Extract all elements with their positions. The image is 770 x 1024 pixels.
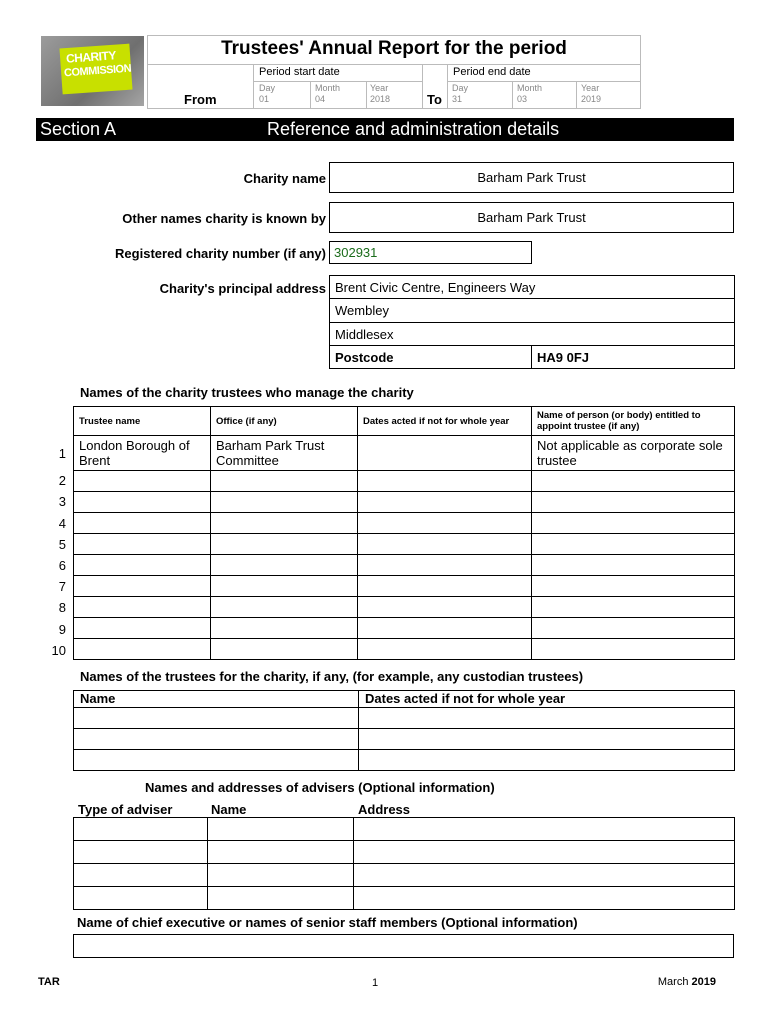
table-cell[interactable] (358, 492, 532, 513)
table-cell[interactable] (358, 555, 532, 576)
table-cell[interactable] (74, 729, 359, 750)
table-cell[interactable] (74, 471, 211, 492)
table-cell[interactable] (358, 576, 532, 597)
address-line-1[interactable]: Brent Civic Centre, Engineers Way (330, 276, 735, 299)
footer-date (640, 976, 716, 988)
postcode-label: Postcode (330, 346, 532, 369)
table-cell[interactable] (359, 708, 735, 729)
footer-month: March (657, 976, 689, 988)
row-number: 9 (58, 622, 66, 637)
table-cell[interactable] (358, 534, 532, 555)
row-number: 10 (51, 643, 66, 658)
section-label: Section A (40, 119, 117, 139)
table-cell[interactable] (532, 555, 735, 576)
table-cell[interactable] (358, 471, 532, 492)
table-cell[interactable] (354, 887, 735, 910)
adviser-address-header: Address (358, 802, 411, 817)
trustee-1-office[interactable]: Barham Park Trust Committee (211, 436, 358, 471)
table-cell[interactable] (74, 639, 211, 660)
table-cell[interactable] (358, 513, 532, 534)
trustee-1-name[interactable]: London Borough of Brent (74, 436, 211, 471)
section-bar (36, 118, 734, 141)
charity-name-label: Charity name (243, 171, 326, 186)
trustees-heading: Names of the charity trustees who manage the charity (80, 385, 414, 400)
table-cell[interactable] (532, 618, 735, 639)
end-month-label: Month (517, 83, 543, 93)
table-cell[interactable] (359, 750, 735, 771)
start-day-label: Day (259, 83, 276, 93)
table-cell[interactable] (208, 841, 354, 864)
start-month-label: Month (315, 83, 341, 93)
postcode-value[interactable]: HA9 0FJ (532, 346, 735, 369)
charity-name-value: Barham Park Trust (477, 170, 586, 185)
from-label: From (184, 92, 217, 107)
table-cell[interactable] (211, 597, 358, 618)
table-cell[interactable] (74, 708, 359, 729)
end-month-value[interactable]: 03 (517, 94, 528, 104)
table-cell[interactable] (211, 471, 358, 492)
logo-text-line1: CHARITY (65, 48, 117, 66)
table-cell[interactable] (532, 576, 735, 597)
office-header: Office (if any) (211, 407, 358, 436)
end-year-label: Year (581, 83, 600, 93)
table-cell[interactable] (359, 729, 735, 750)
to-label: To (427, 92, 442, 107)
table-cell[interactable] (74, 513, 211, 534)
section-title: Reference and administration details (267, 119, 560, 139)
table-cell[interactable] (211, 618, 358, 639)
table-cell[interactable] (532, 597, 735, 618)
table-cell[interactable] (208, 864, 354, 887)
advisers-table (73, 817, 735, 910)
end-year-value[interactable]: 2019 (581, 94, 602, 104)
period-start-label: Period start date (259, 66, 340, 78)
table-cell[interactable] (74, 750, 359, 771)
trustee-name-header: Trustee name (74, 407, 211, 436)
row-number: 1 (58, 446, 66, 461)
adviser-type-header: Type of adviser (78, 802, 173, 817)
table-cell[interactable] (211, 534, 358, 555)
table-cell[interactable] (532, 513, 735, 534)
table-cell[interactable] (358, 618, 532, 639)
advisers-heading: Names and addresses of advisers (Optional information) (145, 780, 495, 795)
footer-year: 2019 (691, 976, 716, 988)
table-cell[interactable] (532, 471, 735, 492)
table-cell[interactable] (74, 618, 211, 639)
start-year-value[interactable]: 2018 (370, 94, 391, 104)
end-day-value[interactable]: 31 (452, 94, 463, 104)
table-cell[interactable] (354, 818, 735, 841)
appointer-header: Name of person (or body) entitled to appoint trustee (if any) (532, 407, 735, 436)
custodian-dates-header: Dates acted if not for whole year (359, 691, 735, 708)
logo-text-line2: COMMISSION (63, 62, 132, 80)
custodian-table (73, 690, 735, 771)
table-cell[interactable] (532, 534, 735, 555)
table-cell[interactable] (74, 534, 211, 555)
start-month-value[interactable]: 04 (315, 94, 326, 104)
row-number: 2 (58, 473, 66, 488)
table-cell[interactable] (532, 639, 735, 660)
table-cell[interactable] (211, 576, 358, 597)
custodian-heading: Names of the trustees for the charity, if any, (for example, any custodian trustees) (80, 669, 584, 684)
table-cell[interactable] (208, 818, 354, 841)
table-cell[interactable] (74, 492, 211, 513)
reg-number-label: Registered charity number (if any) (115, 246, 326, 261)
trustee-1-appointer[interactable]: Not applicable as corporate sole trustee (532, 436, 735, 471)
row-number: 6 (58, 558, 66, 573)
table-cell[interactable] (354, 841, 735, 864)
charity-name-field[interactable] (329, 162, 734, 193)
table-cell[interactable] (74, 864, 208, 887)
table-cell[interactable] (74, 887, 208, 910)
table-cell[interactable] (74, 818, 208, 841)
chief-exec-field[interactable] (73, 934, 734, 958)
address-line-3[interactable]: Middlesex (330, 323, 735, 346)
charity-commission-logo (41, 36, 144, 106)
row-number: 7 (58, 579, 66, 594)
table-cell[interactable] (74, 555, 211, 576)
custodian-name-header: Name (74, 691, 359, 708)
table-cell[interactable] (211, 513, 358, 534)
reg-number-field[interactable] (329, 241, 532, 264)
table-cell[interactable] (208, 887, 354, 910)
row-number: 8 (58, 600, 66, 615)
footer-form-code: TAR (38, 976, 60, 988)
table-cell[interactable] (358, 639, 532, 660)
address-label: Charity's principal address (159, 281, 326, 296)
other-names-value: Barham Park Trust (477, 210, 586, 225)
trustees-table (73, 406, 735, 660)
footer-page-number: 1 (372, 977, 379, 989)
trustee-1-dates[interactable] (358, 436, 532, 471)
other-names-label: Other names charity is known by (122, 211, 326, 226)
other-names-field[interactable] (329, 202, 734, 233)
start-year-label: Year (370, 83, 389, 93)
adviser-name-header: Name (211, 802, 247, 817)
table-cell[interactable] (211, 639, 358, 660)
table-cell[interactable] (74, 597, 211, 618)
table-cell[interactable] (532, 492, 735, 513)
period-end-label: Period end date (453, 66, 531, 78)
table-cell[interactable] (74, 841, 208, 864)
start-day-value[interactable]: 01 (259, 94, 270, 104)
end-day-label: Day (452, 83, 469, 93)
address-line-2[interactable]: Wembley (330, 299, 735, 323)
report-title: Trustees' Annual Report for the period (221, 38, 567, 59)
table-cell[interactable] (354, 864, 735, 887)
table-cell[interactable] (358, 597, 532, 618)
chief-exec-heading: Name of chief executive or names of senior staff members (Optional information) (77, 915, 578, 930)
row-number: 5 (58, 537, 66, 552)
dates-acted-header: Dates acted if not for whole year (358, 407, 532, 436)
table-cell[interactable] (211, 555, 358, 576)
row-number: 4 (58, 516, 66, 531)
address-table (329, 275, 735, 369)
reg-number-value: 302931 (334, 245, 378, 260)
row-number: 3 (58, 494, 66, 509)
table-cell[interactable] (211, 492, 358, 513)
table-cell[interactable] (74, 576, 211, 597)
